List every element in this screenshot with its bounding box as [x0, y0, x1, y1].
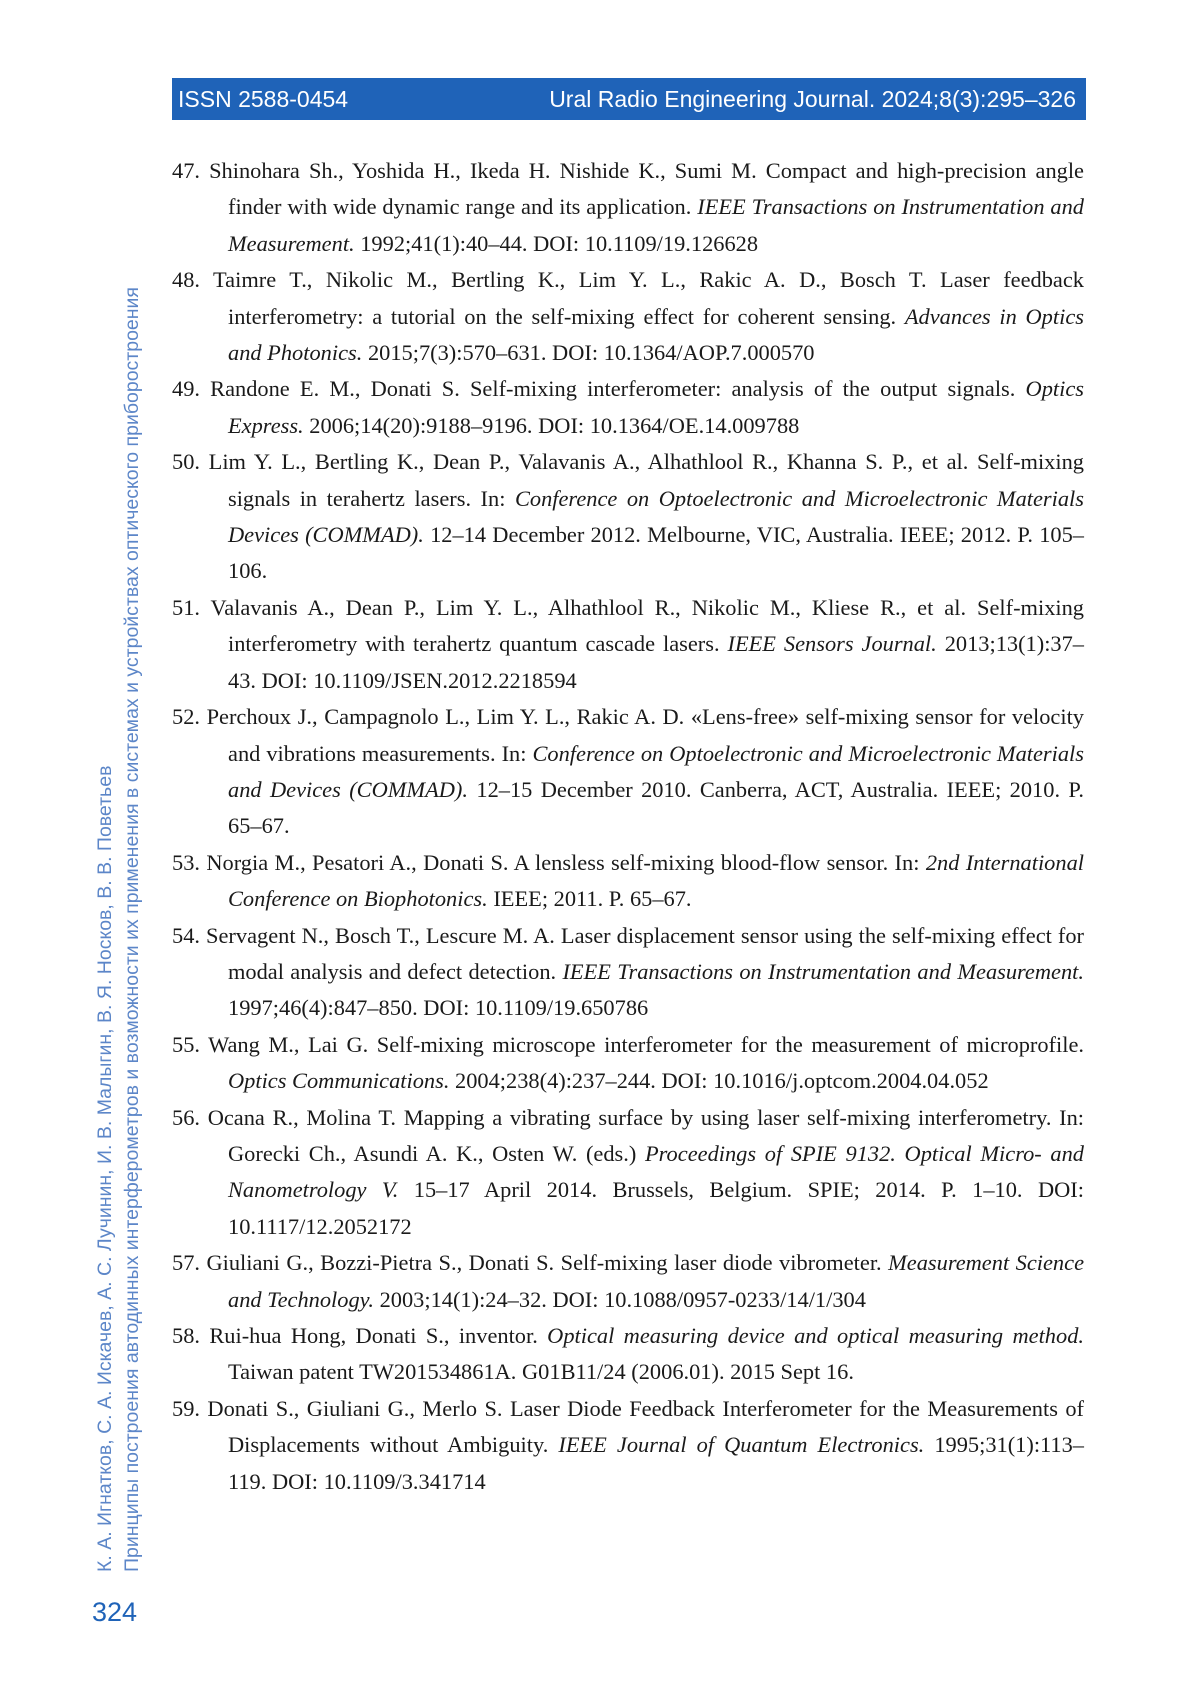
reference-source: 2nd International Conference on Biophotonics.: [228, 849, 1084, 912]
page-number: 324: [92, 1597, 138, 1627]
reference-source: Conference on Optoelectronic and Microelectronic Materials Devices (COMMAD).: [228, 485, 1084, 548]
side-authors: К. А. Игнатков, С. А. Искачев, А. С. Лучинин, И. В. Малыгин, В. Я. Носков, В. В. Поветьев: [94, 765, 116, 1572]
side-article-title: Принципы построения автодинных интерферометров и возможности их применения в системах и устройствах оптического приборостроения: [121, 287, 143, 1572]
reference-source: IEEE Transactions on Instrumentation and Measurement.: [562, 958, 1084, 984]
reference-item: 48. Taimre T., Nikolic M., Bertling K., Lim Y. L., Rakic A. D., Bosch T. Laser feedback interferometry: a tutorial on the self-mixing effect for coherent sensing. Advances in Optics and Photonics. 2015;7(3):570–631. DOI: 10.1364/AOP.7.000570: [172, 267, 1084, 366]
reference-item: 54. Servagent N., Bosch T., Lescure M. A. Laser displacement sensor using the self-mixing effect for modal analysis and defect detection. IEEE Transactions on Instrumentation and Measurement. 1997;46(4):847–850. DOI: 10.1109/19.650786: [172, 922, 1084, 1021]
reference-source: IEEE Journal of Quantum Electronics.: [558, 1432, 925, 1458]
reference-item: 59. Donati S., Giuliani G., Merlo S. Laser Diode Feedback Interferometer for the Measurements of Displacements without Ambiguity. IEEE Journal of Quantum Electronics. 1995;31(1):113–119. DOI: 10.1109/3.341714: [172, 1395, 1084, 1494]
issn-label: ISSN 2588-0454: [178, 85, 349, 112]
reference-source: IEEE Transactions on Instrumentation and Measurement.: [228, 194, 1084, 256]
reference-source: Optics Communications.: [228, 1068, 450, 1094]
reference-source: Proceedings of SPIE 9132. Optical Micro- and Nanometrology V.: [228, 1140, 1084, 1203]
reference-source: Conference on Optoelectronic and Microelectronic Materials and Devices (COMMAD).: [228, 740, 1084, 802]
reference-item: 52. Perchoux J., Campagnolo L., Lim Y. L., Rakic A. D. «Lens-free» self-mixing sensor for velocity and vibrations measurements. In: Conference on Optoelectronic and Microelectronic Materials and Devices (COMMAD). 12–15 December 2010. Canberra, ACT, Australia. IEEE; 2010. P. 65–67.: [172, 704, 1084, 839]
reference-item: 53. Norgia M., Pesatori A., Donati S. A lensless self-mixing blood-flow sensor. In: 2nd International Conference on Biophotonics. IEEE; 2011. P. 65–67.: [172, 849, 1084, 912]
reference-source: Measurement Science and Technology.: [228, 1250, 1085, 1312]
reference-item: 49. Randone E. M., Donati S. Self-mixing interferometer: analysis of the output signals. Optics Express. 2006;14(20):9188–9196. DOI: 10.1364/OE.14.009788: [172, 376, 1084, 438]
reference-item: 57. Giuliani G., Bozzi-Pietra S., Donati S. Self-mixing laser diode vibrometer. Measurement Science and Technology. 2003;14(1):24–32. DOI: 10.1088/0957-0233/14/1/304: [172, 1250, 1085, 1312]
reference-source: IEEE Sensors Journal.: [727, 631, 937, 657]
journal-citation: Ural Radio Engineering Journal. 2024;8(3):295–326: [549, 85, 1076, 112]
reference-source: Advances in Optics and Photonics.: [228, 303, 1084, 366]
reference-item: 50. Lim Y. L., Bertling K., Dean P., Valavanis A., Alhathlool R., Khanna S. P., et al. Self-mixing signals in terahertz lasers. In: Conference on Optoelectronic and Microelectronic Materials Devices (COMMAD). 12–14 December 2012. Melbourne, VIC, Australia. IEEE; 2012. P. 105–106.: [172, 449, 1084, 584]
reference-item: 47. Shinohara Sh., Yoshida H., Ikeda H. Nishide K., Sumi M. Compact and high-precision angle finder with wide dynamic range and its application. IEEE Transactions on Instrumentation and Measurement. 1992;41(1):40–44. DOI: 10.1109/19.126628: [172, 158, 1084, 256]
reference-list: [172, 153, 1084, 1500]
reference-source: Optics Express.: [228, 376, 1084, 438]
reference-source: Optical measuring device and optical measuring method.: [547, 1323, 1084, 1348]
reference-item: 55. Wang M., Lai G. Self-mixing microscope interferometer for the measurement of microprofile. Optics Communications. 2004;238(4):237–244. DOI: 10.1016/j.optcom.2004.04.052: [172, 1031, 1084, 1094]
journal-header-bar: [172, 78, 1086, 120]
reference-item: 51. Valavanis A., Dean P., Lim Y. L., Alhathlool R., Nikolic M., Kliese R., et al. Self-mixing interferometry with terahertz quantum cascade lasers. IEEE Sensors Journal. 2013;13(1):37–43. DOI: 10.1109/JSEN.2012.2218594: [172, 594, 1084, 693]
reference-item: 56. Ocana R., Molina T. Mapping a vibrating surface by using laser self-mixing interferometry. In: Gorecki Ch., Asundi A. K., Osten W. (eds.) Proceedings of SPIE 9132. Optical Micro- and Nanometrology V. 15–17 April 2014. Brussels, Belgium. SPIE; 2014. P. 1–10. DOI: 10.1117/12.2052172: [172, 1104, 1084, 1239]
reference-item: 58. Rui-hua Hong, Donati S., inventor. Optical measuring device and optical measuring method. Taiwan patent TW201534861A. G01B11/24 (2006.01). 2015 Sept 16.: [172, 1323, 1084, 1385]
running-title-vertical: [92, 152, 146, 1572]
